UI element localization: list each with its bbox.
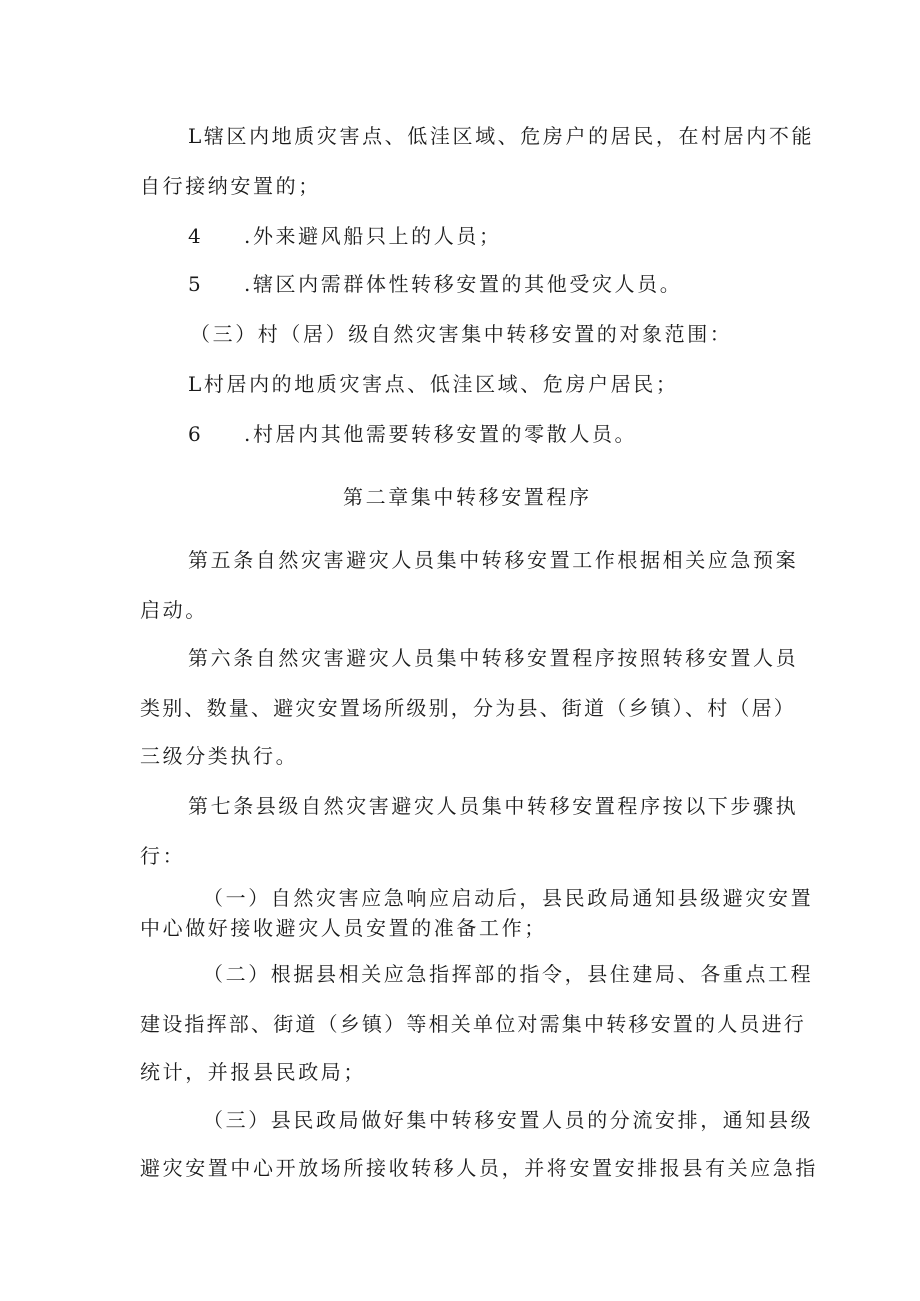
paragraph-line: 行：	[140, 844, 186, 868]
list-number: 5	[188, 272, 201, 296]
paragraph-line: 自行接纳安置的；	[140, 174, 321, 198]
paragraph-line: 第七条县级自然灾害避灾人员集中转移安置程序按以下步骤执	[188, 794, 799, 818]
paragraph-line: （二）根据县相关应急指挥部的指令，县住建局、各重点工程	[203, 962, 814, 986]
paragraph-line: 第五条自然灾害避灾人员集中转移安置工作根据相关应急预案	[188, 548, 799, 572]
paragraph-line: （一）自然灾害应急响应启动后，县民政局通知县级避灾安置	[203, 886, 814, 910]
list-number: 6	[188, 422, 201, 446]
paragraph-line: L辖区内地质灾害点、低洼区域、危房户的居民，在村居内不能	[188, 124, 815, 148]
paragraph-line: L村居内的地质灾害点、低洼区域、危房户居民；	[188, 372, 679, 396]
paragraph-line: 类别、数量、避灾安置场所级别，分为县、街道（乡镇）、村（居）	[140, 696, 796, 720]
paragraph-line: 统计，并报县民政局；	[140, 1060, 366, 1084]
paragraph-line: 启动。	[140, 598, 208, 622]
paragraph-line: 三级分类执行。	[140, 744, 299, 768]
paragraph-line: 避灾安置中心开放场所接收转移人员，并将安置安排报县有关应急指	[140, 1156, 818, 1180]
list-item-text: .外来避风船只上的人员；	[244, 224, 502, 248]
section-heading: （三）村（居）级自然灾害集中转移安置的对象范围：	[190, 322, 733, 346]
paragraph-line: 第六条自然灾害避灾人员集中转移安置程序按照转移安置人员	[188, 646, 799, 670]
paragraph-line: 中心做好接收避灾人员安置的准备工作；	[140, 916, 547, 940]
list-item-text: .村居内其他需要转移安置的零散人员。	[244, 422, 638, 446]
paragraph-line: （三）县民政局做好集中转移安置人员的分流安排，通知县级	[203, 1108, 814, 1132]
chapter-heading: 第二章集中转移安置程序	[343, 485, 592, 509]
list-item-text: .辖区内需群体性转移安置的其他受灾人员。	[244, 272, 683, 296]
paragraph-line: 建设指挥部、街道（乡镇）等相关单位对需集中转移安置的人员进行	[140, 1012, 806, 1036]
list-number: 4	[188, 224, 201, 248]
